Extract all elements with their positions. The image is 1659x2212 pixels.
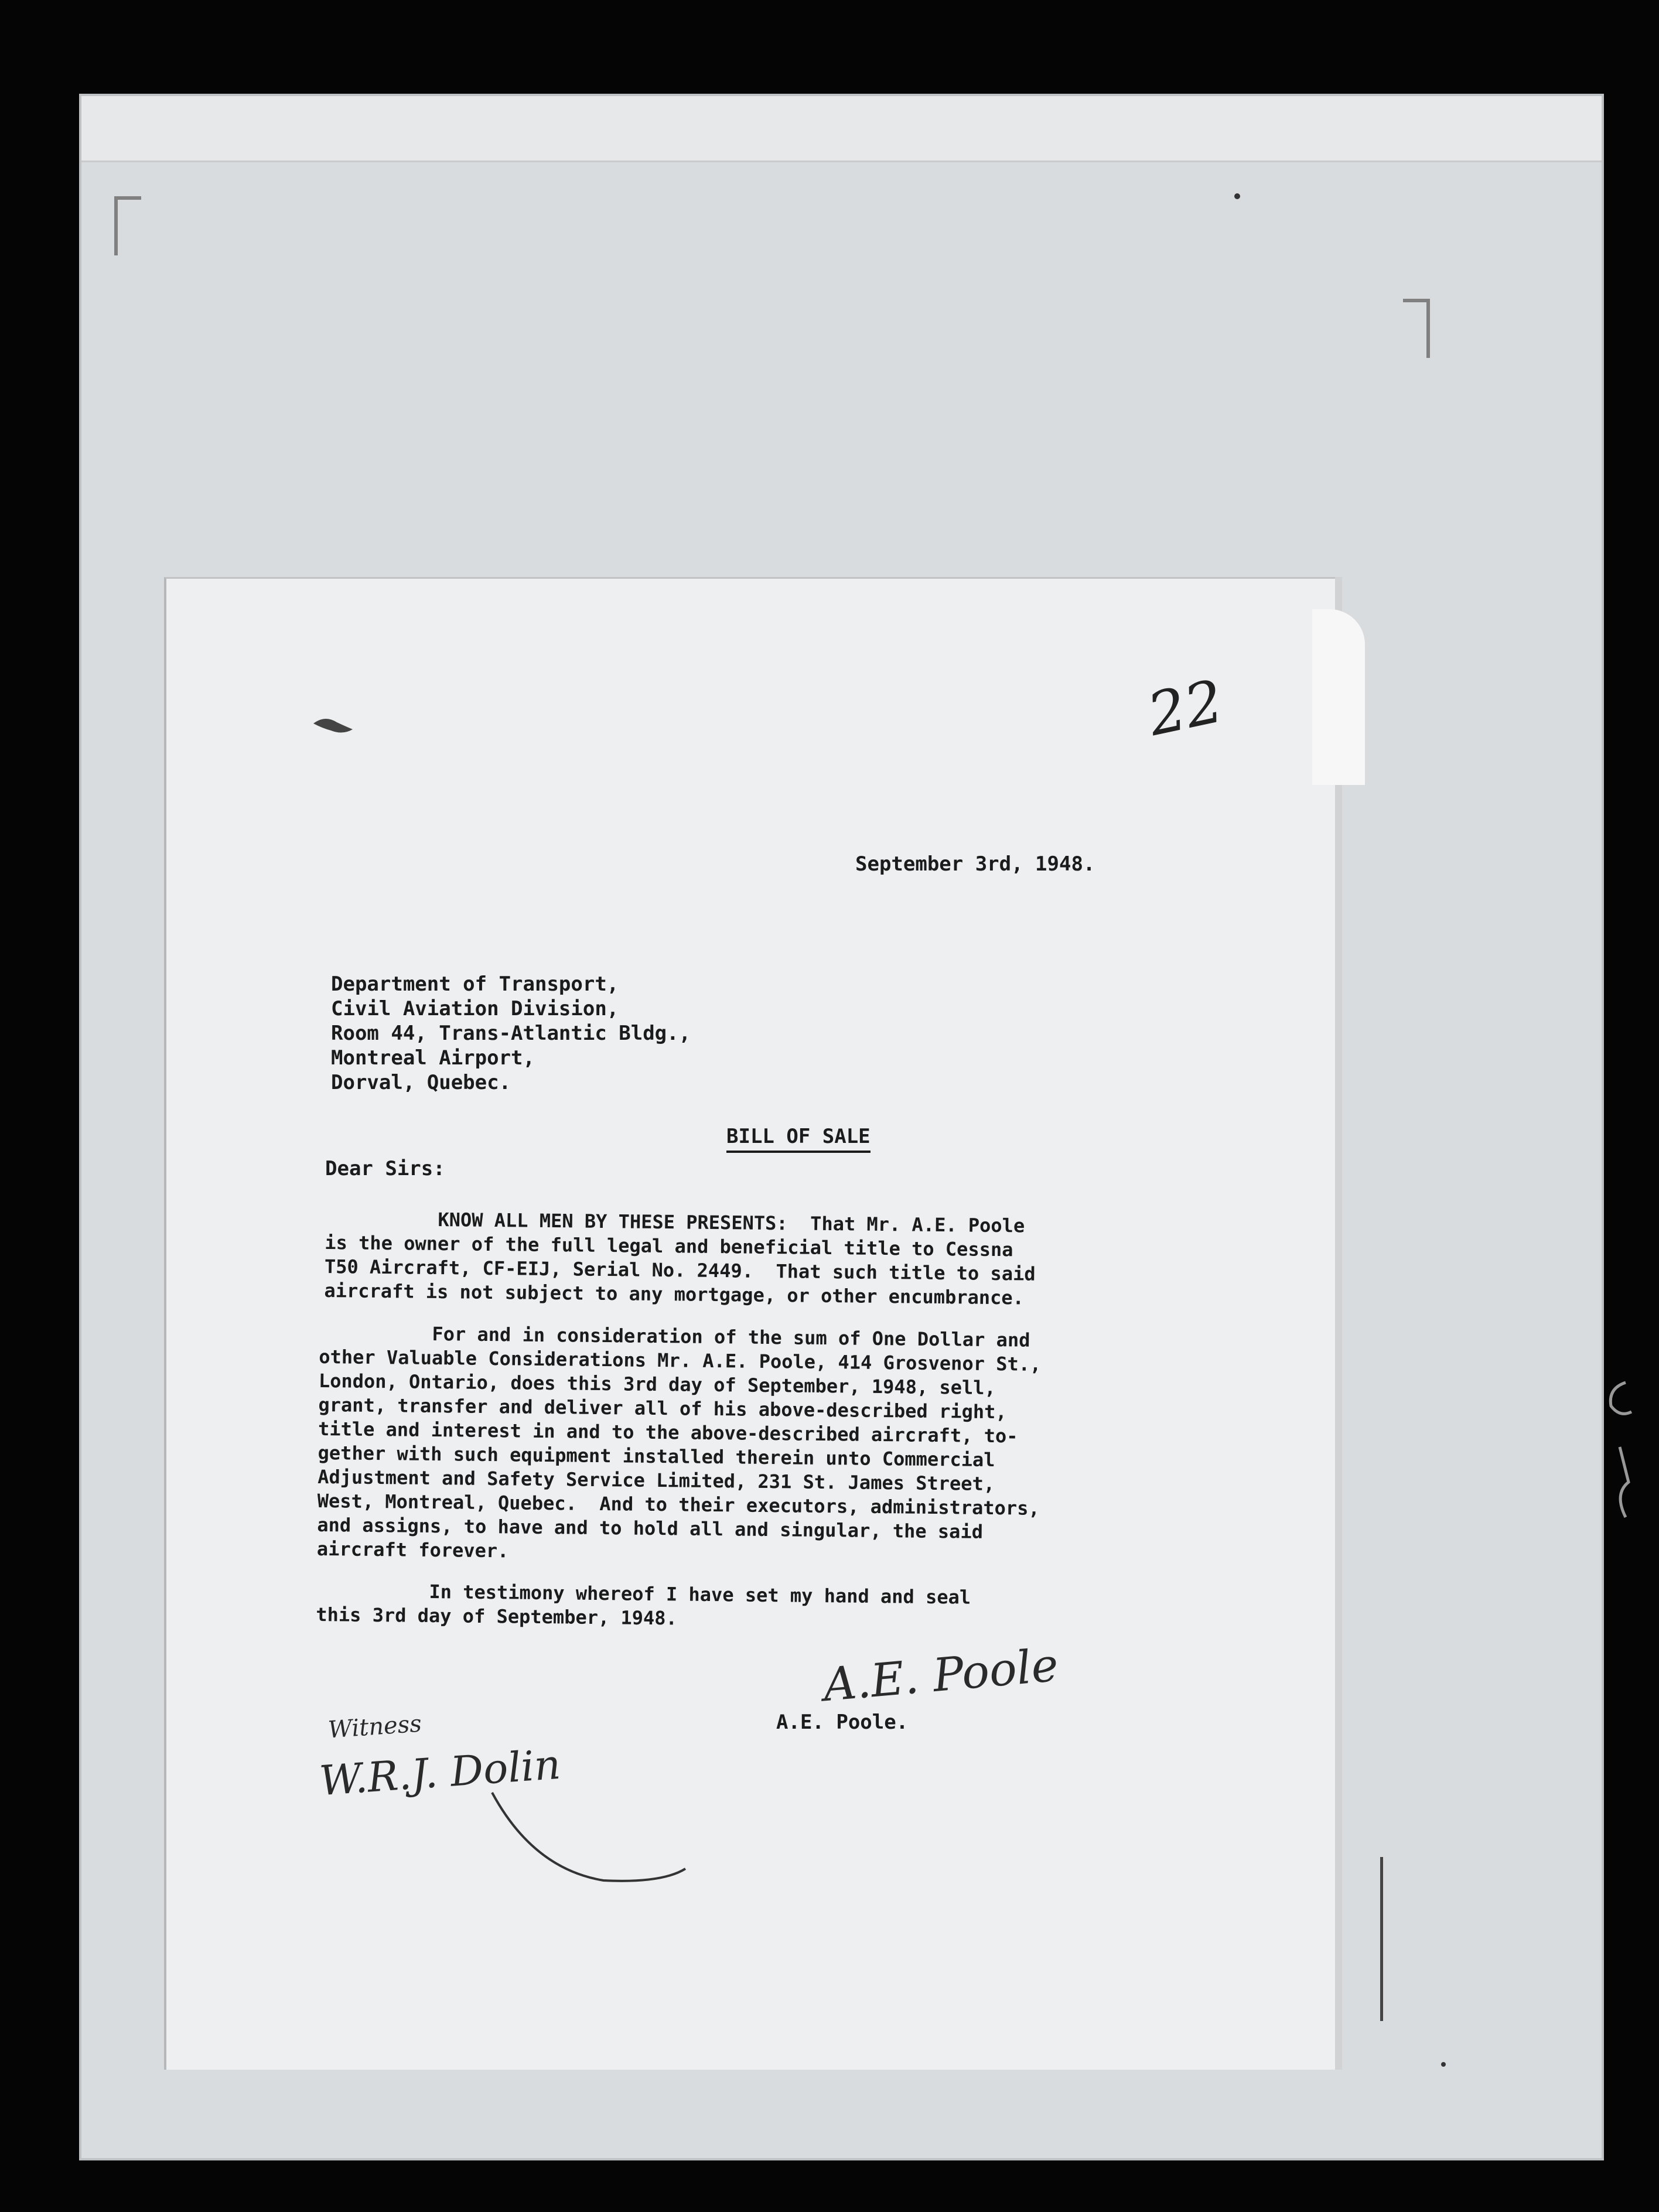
crop-mark-right xyxy=(1403,299,1430,358)
signatory-name: A.E. Poole. xyxy=(776,1711,909,1734)
witness-signature: W.R.J. Dolin xyxy=(318,1740,562,1805)
paragraph-consideration: For and in consideration of the sum of One Dollar and other Valuable Considerations Mr. A.E. Poole, 414 Grosvenor St., London, Ontario, does this 3rd day of September, 1948, sell, grant, transfer and deliver all of his above-described right, title and interest in and to the above-described aircraft, to- gether with such equipment installed therein unto Commercial Adjustment and Safety Service Limited, 231 St. James Street, West, Montreal, Quebec. And to their executors, administrators, and assigns, to have and to hold all and singular, the said aircraft forever. xyxy=(316,1322,1042,1562)
seller-signature: A.E. Poole xyxy=(821,1638,1061,1712)
staple-mark-icon xyxy=(310,712,357,741)
signature-flourish-icon xyxy=(486,1781,732,1898)
margin-line xyxy=(1380,1857,1383,2021)
paragraph-testimony: In testimony whereof I have set my hand and seal this 3rd day of September, 1948. xyxy=(316,1579,971,1630)
crop-mark-left xyxy=(114,196,141,255)
edge-mark-icon xyxy=(1602,1377,1637,1529)
witness-label: Witness xyxy=(327,1710,423,1744)
letter-date: September 3rd, 1948. xyxy=(855,852,1095,876)
page-curl xyxy=(1312,609,1365,785)
addressee-line: Civil Aviation Division, xyxy=(331,997,619,1020)
salutation: Dear Sirs: xyxy=(325,1157,445,1180)
addressee-line: Montreal Airport, xyxy=(331,1046,535,1070)
mount-top-band xyxy=(81,96,1602,162)
addressee-line: Department of Transport, xyxy=(331,972,619,996)
paragraph-ownership: KNOW ALL MEN BY THESE PRESENTS: That Mr. A.E. Poole is the owner of the full legal and beneficial title to Cessna T50 Aircraft, CF-EIJ, Serial No. 2449. That such title to said aircraft is not subject to any mortgage, or other encumbrance. xyxy=(324,1207,1036,1309)
addressee-line: Room 44, Trans-Atlantic Bldg., xyxy=(331,1022,691,1045)
addressee-line: Dorval, Quebec. xyxy=(331,1071,511,1094)
page-number-handwritten: 22 xyxy=(1142,667,1230,749)
document-title: BILL OF SALE xyxy=(726,1125,871,1153)
speck xyxy=(1234,193,1240,199)
speck xyxy=(1441,2062,1446,2067)
